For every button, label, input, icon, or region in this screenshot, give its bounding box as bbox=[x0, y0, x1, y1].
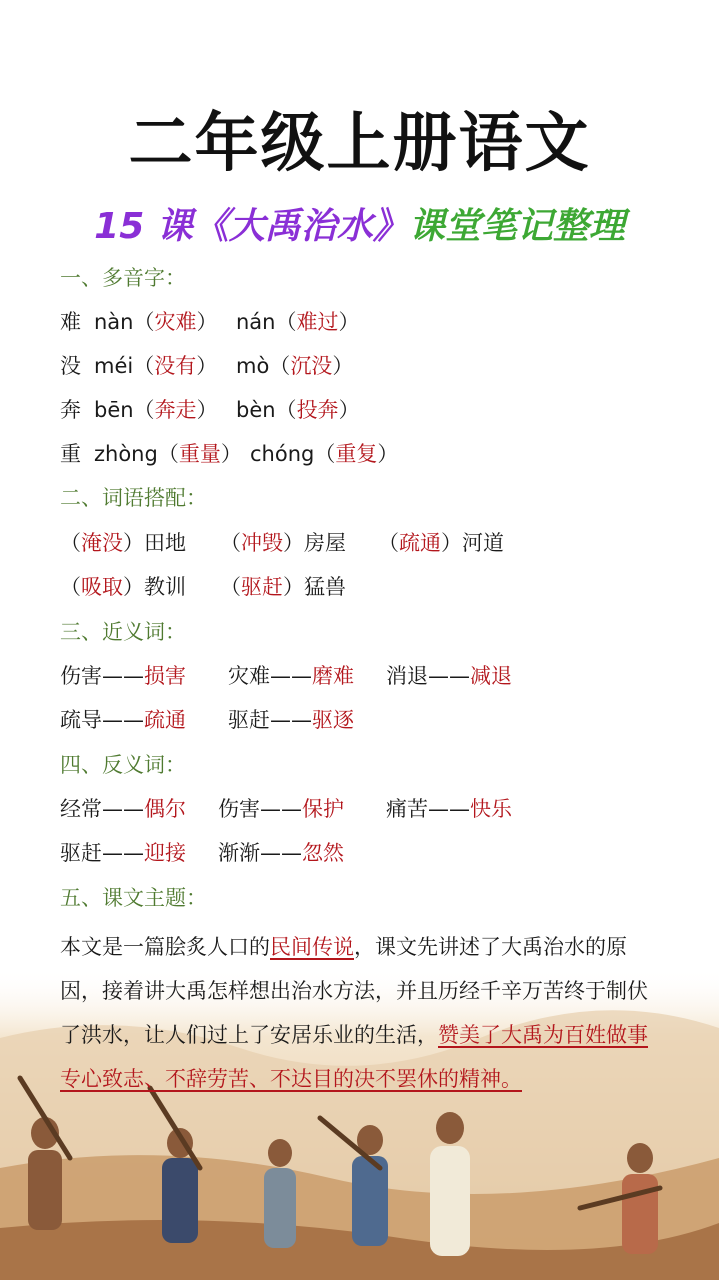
antonym-pair bbox=[60, 839, 186, 867]
bracket: ） bbox=[123, 531, 144, 555]
answer-word: 难过 bbox=[296, 310, 339, 334]
dash: —— bbox=[428, 664, 470, 688]
synonym-pair bbox=[60, 662, 186, 690]
bracket: （ bbox=[220, 531, 241, 555]
pinyin: méi（ bbox=[94, 354, 155, 378]
collocation-item bbox=[220, 529, 346, 557]
bracket: ） bbox=[196, 354, 218, 378]
section-heading-polyphones: 一、多音字： bbox=[60, 266, 186, 290]
pinyin: nàn（ bbox=[94, 310, 155, 334]
word: 痛苦 bbox=[386, 797, 428, 821]
polyphone-row bbox=[60, 352, 354, 380]
bracket: ） bbox=[196, 310, 218, 334]
collocation-item bbox=[60, 529, 186, 557]
paragraph-text: ，课文先讲述了大禹治水的原因，接着讲大禹怎样想出治水方法，并且历经千辛万苦终于制伏了洪水，让人们过上了安居乐业的生活， bbox=[60, 935, 648, 1047]
subtitle-notes: 课堂笔记整理 bbox=[408, 206, 625, 247]
dash: —— bbox=[270, 664, 312, 688]
bracket: ） bbox=[377, 442, 399, 466]
pinyin: bēn（ bbox=[94, 398, 155, 422]
bracket: ） bbox=[338, 310, 360, 334]
dash: —— bbox=[102, 664, 144, 688]
answer-word: 保护 bbox=[302, 797, 344, 821]
answer-word: 迎接 bbox=[144, 841, 186, 865]
section-heading-collocations: 二、词语搭配： bbox=[60, 486, 207, 510]
bracket: ） bbox=[283, 531, 304, 555]
collocation-word: 房屋 bbox=[304, 531, 346, 555]
polyphone-entry bbox=[250, 440, 398, 468]
collocation-item bbox=[378, 529, 504, 557]
word: 驱赶 bbox=[60, 841, 102, 865]
answer-word: 冲毁 bbox=[241, 531, 283, 555]
synonym-pair bbox=[228, 662, 354, 690]
answer-word: 没有 bbox=[154, 354, 197, 378]
polyphone-entry bbox=[94, 352, 217, 380]
polyphone-entry bbox=[236, 308, 360, 336]
theme-paragraph bbox=[60, 925, 660, 1101]
polyphone-entry bbox=[236, 396, 360, 424]
word: 伤害 bbox=[218, 797, 260, 821]
answer-word: 淹没 bbox=[81, 531, 123, 555]
collocation-word: 猛兽 bbox=[304, 575, 346, 599]
antonym-pair bbox=[218, 839, 344, 867]
antonym-pair bbox=[386, 795, 512, 823]
pinyin: nán（ bbox=[236, 310, 297, 334]
bracket: ） bbox=[332, 354, 354, 378]
answer-word: 奔走 bbox=[154, 398, 197, 422]
answer-word: 忽然 bbox=[302, 841, 344, 865]
polyphone-char: 难 bbox=[60, 310, 81, 334]
polyphone-char: 奔 bbox=[60, 398, 81, 422]
polyphone-row bbox=[60, 440, 399, 468]
synonym-pair bbox=[228, 706, 354, 734]
polyphone-entry bbox=[94, 308, 218, 336]
dash: —— bbox=[260, 797, 302, 821]
highlight-folk-legend: 民间传说 bbox=[270, 935, 354, 959]
section-heading-antonyms: 四、反义词： bbox=[60, 753, 186, 777]
dash: —— bbox=[102, 841, 144, 865]
answer-word: 沉没 bbox=[290, 354, 333, 378]
answer-word: 损害 bbox=[144, 664, 186, 688]
dash: —— bbox=[102, 708, 144, 732]
dash: —— bbox=[260, 841, 302, 865]
bracket: （ bbox=[60, 531, 81, 555]
antonym-pair bbox=[218, 795, 344, 823]
polyphone-entry bbox=[94, 396, 218, 424]
answer-word: 重量 bbox=[178, 442, 221, 466]
paragraph-text: 本文是一篇脍炙人口的 bbox=[60, 935, 270, 959]
bracket: （ bbox=[378, 531, 399, 555]
word: 经常 bbox=[60, 797, 102, 821]
answer-word: 疏通 bbox=[399, 531, 441, 555]
word: 伤害 bbox=[60, 664, 102, 688]
word: 灾难 bbox=[228, 664, 270, 688]
pinyin: mò（ bbox=[236, 354, 291, 378]
subtitle bbox=[0, 198, 719, 249]
pinyin: chóng（ bbox=[250, 442, 336, 466]
highlight-praise: 赞美了大禹为百姓做事专心致志、不辞劳苦、不达目的决不罢休的精神。 bbox=[60, 1023, 648, 1091]
polyphone-row bbox=[60, 308, 360, 336]
answer-word: 驱逐 bbox=[312, 708, 354, 732]
polyphone-char: 没 bbox=[60, 354, 81, 378]
polyphone-char: 重 bbox=[60, 442, 81, 466]
collocation-word: 田地 bbox=[144, 531, 186, 555]
word: 消退 bbox=[386, 664, 428, 688]
answer-word: 灾难 bbox=[154, 310, 197, 334]
answer-word: 磨难 bbox=[312, 664, 354, 688]
antonym-pair bbox=[60, 795, 186, 823]
word: 疏导 bbox=[60, 708, 102, 732]
synonym-pair bbox=[386, 662, 512, 690]
dash: —— bbox=[428, 797, 470, 821]
section-heading-theme: 五、课文主题： bbox=[60, 886, 207, 910]
pinyin: bèn（ bbox=[236, 398, 297, 422]
bracket: （ bbox=[220, 575, 241, 599]
bracket: ） bbox=[441, 531, 462, 555]
subtitle-lesson: 15 课《大禹治水》 bbox=[94, 206, 409, 247]
page-title: 二年级上册语文 bbox=[128, 107, 591, 181]
answer-word: 重复 bbox=[335, 442, 378, 466]
bracket: ） bbox=[220, 442, 242, 466]
collocation-word: 教训 bbox=[144, 575, 186, 599]
collocation-item bbox=[220, 573, 346, 601]
bracket: ） bbox=[283, 575, 304, 599]
bracket: ） bbox=[196, 398, 218, 422]
word: 驱赶 bbox=[228, 708, 270, 732]
synonym-pair bbox=[60, 706, 186, 734]
collocation-item bbox=[60, 573, 186, 601]
answer-word: 驱赶 bbox=[241, 575, 283, 599]
bracket: （ bbox=[60, 575, 81, 599]
answer-word: 快乐 bbox=[470, 797, 512, 821]
answer-word: 偶尔 bbox=[144, 797, 186, 821]
answer-word: 投奔 bbox=[296, 398, 339, 422]
polyphone-entry bbox=[236, 352, 353, 380]
word: 渐渐 bbox=[218, 841, 260, 865]
answer-word: 吸取 bbox=[81, 575, 123, 599]
answer-word: 减退 bbox=[470, 664, 512, 688]
section-heading-synonyms: 三、近义词： bbox=[60, 620, 186, 644]
polyphone-entry bbox=[94, 440, 242, 468]
dash: —— bbox=[102, 797, 144, 821]
pinyin: zhòng（ bbox=[94, 442, 179, 466]
bracket: ） bbox=[338, 398, 360, 422]
bracket: ） bbox=[123, 575, 144, 599]
collocation-word: 河道 bbox=[462, 531, 504, 555]
polyphone-row bbox=[60, 396, 360, 424]
dash: —— bbox=[270, 708, 312, 732]
answer-word: 疏通 bbox=[144, 708, 186, 732]
